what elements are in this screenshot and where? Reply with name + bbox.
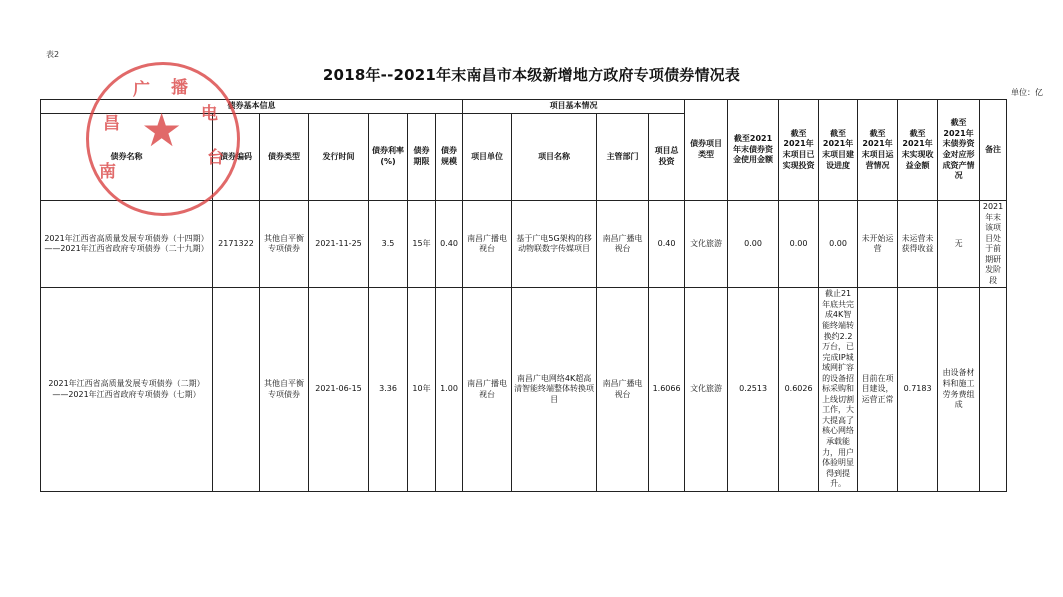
cell-scale: 1.00	[436, 288, 463, 491]
page-label: 表2	[46, 50, 60, 59]
cell-assets: 由设备材料和施工劳务费组成	[938, 288, 980, 491]
header-issue-time: 发行时间	[309, 114, 369, 201]
table-row	[41, 288, 1007, 491]
group-header-project-info: 项目基本情况	[463, 100, 685, 114]
cell-term: 15年	[408, 201, 436, 288]
header-assets: 截至2021年末债券资金对应形成资产情况	[938, 100, 980, 201]
seal-star-icon: ★	[141, 103, 183, 157]
cell-funds-used: 0.00	[728, 201, 779, 288]
header-total-inv: 项目总投资	[649, 114, 685, 201]
cell-proj-type: 文化旅游	[685, 201, 728, 288]
cell-dept: 南昌广播电视台	[597, 288, 649, 491]
header-income: 截至2021年末实现收益金额	[898, 100, 938, 201]
cell-unit: 南昌广播电视台	[463, 201, 512, 288]
header-remark: 备注	[980, 100, 1007, 201]
cell-inv-done: 0.00	[779, 201, 819, 288]
cell-proj-type: 文化旅游	[685, 288, 728, 491]
cell-proj-name: 南昌广电网络4K超高清智能终端整体转换项目	[512, 288, 597, 491]
seal-char: 台	[207, 148, 224, 168]
cell-total-inv: 1.6066	[649, 288, 685, 491]
header-bond-code: 债券编码	[213, 114, 260, 201]
header-funds-used: 截至2021年末债券资金使用金额	[728, 100, 779, 201]
cell-term: 10年	[408, 288, 436, 491]
cell-assets: 无	[938, 201, 980, 288]
cell-proj-name: 基于广电5G架构的移动物联数字传媒项目	[512, 201, 597, 288]
header-proj-name: 项目名称	[512, 114, 597, 201]
header-bond-name: 债券名称	[41, 114, 213, 201]
cell-bond-type: 其他自平衡专项债券	[260, 201, 309, 288]
header-scale: 债券规模	[436, 114, 463, 201]
header-rate: 债券利率(%)	[369, 114, 408, 201]
header-ops: 截至2021年末项目运营情况	[858, 100, 898, 201]
cell-bond-type: 其他自平衡专项债券	[260, 288, 309, 491]
seal-char: 广	[133, 80, 150, 100]
header-proj-type: 债券项目类型	[685, 100, 728, 201]
cell-dept: 南昌广播电视台	[597, 201, 649, 288]
cell-bond-name: 2021年江西省高质量发展专项债券（十四期）——2021年江西省政府专项债券（二十九期）	[41, 201, 213, 288]
cell-bond-code: 2171322	[213, 201, 260, 288]
group-header-bond-info: 债券基本信息	[41, 100, 463, 114]
cell-bond-name: 2021年江西省高质量发展专项债券（二期）——2021年江西省政府专项债券（七期）	[41, 288, 213, 491]
seal-char: 南	[99, 162, 116, 182]
header-inv-done: 截至2021年末项目已实现投资	[779, 100, 819, 201]
cell-remark	[980, 288, 1007, 491]
header-bond-type: 债券类型	[260, 114, 309, 201]
bond-table	[40, 99, 1007, 492]
cell-funds-used: 0.2513	[728, 288, 779, 491]
cell-income: 0.7183	[898, 288, 938, 491]
cell-inv-done: 0.6026	[779, 288, 819, 491]
cell-rate: 3.36	[369, 288, 408, 491]
cell-unit: 南昌广播电视台	[463, 288, 512, 491]
cell-total-inv: 0.40	[649, 201, 685, 288]
cell-ops: 未开始运营	[858, 201, 898, 288]
header-term: 债券期限	[408, 114, 436, 201]
cell-issue-time: 2021-11-25	[309, 201, 369, 288]
cell-issue-time: 2021-06-15	[309, 288, 369, 491]
seal-char: 电	[201, 104, 218, 124]
unit-label: 单位：亿	[1011, 88, 1043, 97]
cell-remark: 2021年末该项目处于前期研发阶段	[980, 201, 1007, 288]
table-row	[41, 201, 1007, 288]
cell-rate: 3.5	[369, 201, 408, 288]
header-progress: 截至2021年末项目建设进度	[819, 100, 858, 201]
cell-ops: 目前在项目建设，运营正常	[858, 288, 898, 491]
cell-progress: 0.00	[819, 201, 858, 288]
cell-income: 未运营未获得收益	[898, 201, 938, 288]
document-title: 2018年--2021年末南昌市本级新增地方政府专项债券情况表	[322, 66, 741, 84]
cell-progress: 截止21年底共完成4K智能终端转换约2.2万台，已完成IP城域网扩容的设备招标采购和上线切割工作，大大提高了核心网络承载能力，用户体验明显得到提升。	[819, 288, 858, 491]
cell-scale: 0.40	[436, 201, 463, 288]
cell-bond-code	[213, 288, 260, 491]
header-unit: 项目单位	[463, 114, 512, 201]
seal-char: 播	[171, 78, 188, 98]
seal-char: 昌	[103, 114, 120, 134]
header-dept: 主管部门	[597, 114, 649, 201]
